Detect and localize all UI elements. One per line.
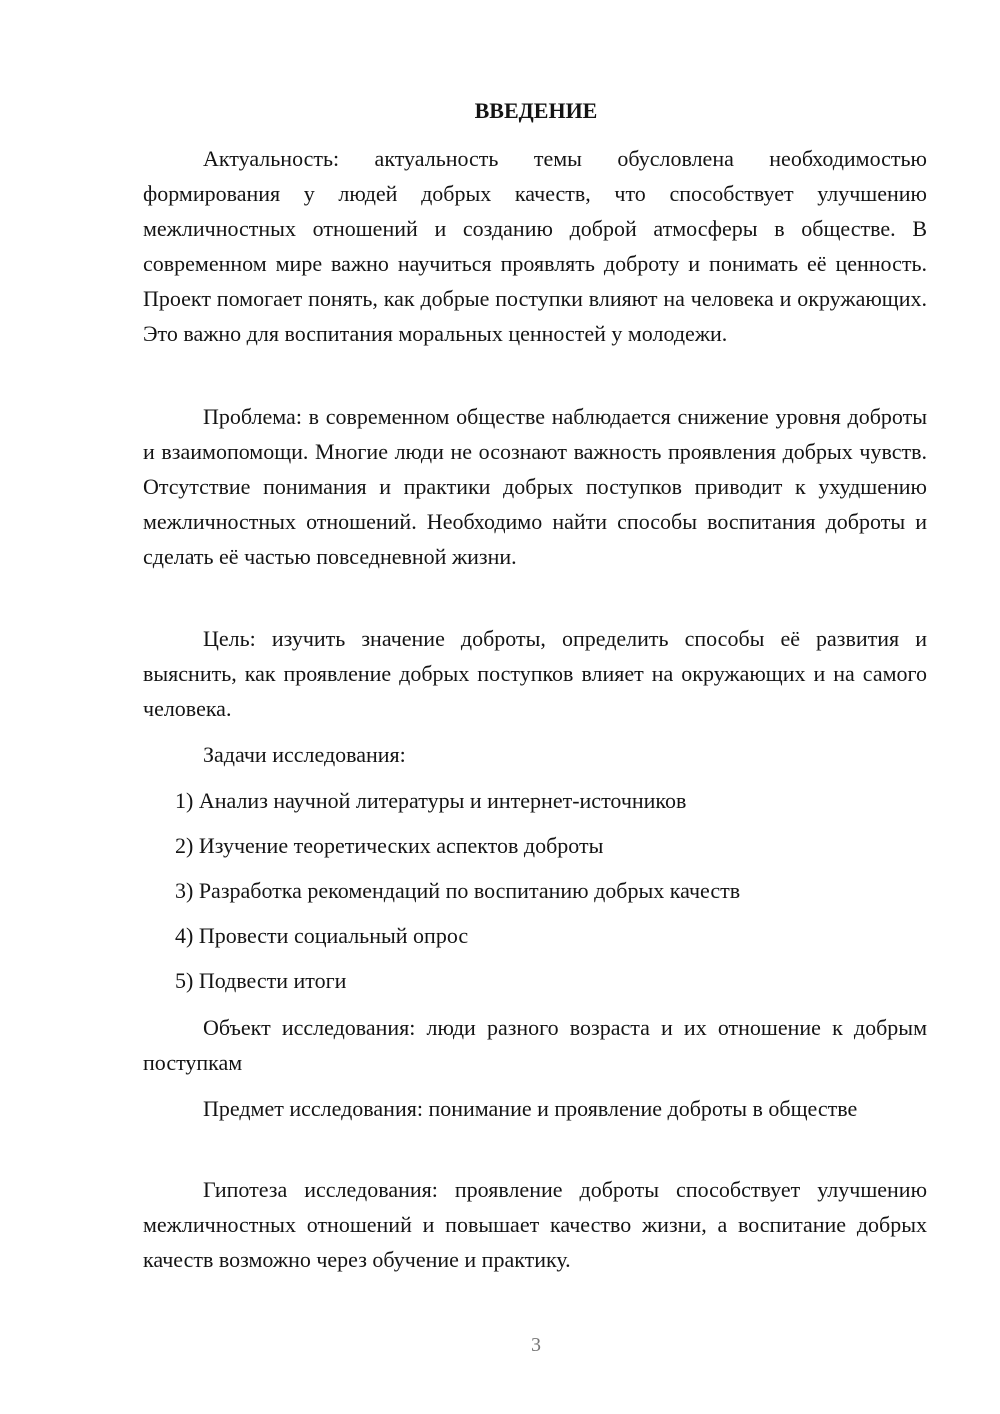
goal-paragraph: Цель: изучить значение доброты, определить способы её развития и выяснить, как проявление добрых поступков влияет на окружающих и на самого человека. [143, 626, 927, 721]
subject-paragraph: Предмет исследования: понимание и проявление доброты в обществе [203, 1096, 858, 1121]
relevance-paragraph: Актуальность: актуальность темы обусловлена необходимостью формирования у людей добрых качеств, что способствует улучшению межличностных отношений и созданию доброй атмосферы в обществе. В современном мире важно научиться проявлять доброту и понимать её ценность. Проект помогает понять, как добрые поступки влияют на человека и окружающих. Это важно для воспитания моральных ценностей у молодежи. [143, 146, 927, 346]
page-title: ВВЕДЕНИЕ [474, 98, 598, 123]
list-item: 5) Подвести итоги [175, 968, 347, 993]
hypothesis-paragraph: Гипотеза исследования: проявление доброты способствует улучшению межличностных отношений и повышает качество жизни, а воспитание добрых качеств возможно через обучение и практику. [143, 1177, 927, 1272]
problem-paragraph: Проблема: в современном обществе наблюдается снижение уровня доброты и взаимопомощи. Многие люди не осознают важность проявления добрых чувств. Отсутствие понимания и практики добрых поступков приводит к ухудшению межличностных отношений. Необходимо найти способы воспитания доброты и сделать её частью повседневной жизни. [143, 404, 927, 569]
list-item: 2) Изучение теоретических аспектов доброты [175, 833, 604, 858]
object-paragraph: Объект исследования: люди разного возраста и их отношение к добрым поступкам [143, 1015, 927, 1075]
list-item: 3) Разработка рекомендаций по воспитанию добрых качеств [175, 878, 741, 903]
tasks-heading: Задачи исследования: [203, 742, 406, 767]
list-item: 1) Анализ научной литературы и интернет-источников [175, 788, 687, 813]
list-item: 4) Провести социальный опрос [175, 923, 469, 948]
page-number: 3 [531, 1334, 541, 1356]
